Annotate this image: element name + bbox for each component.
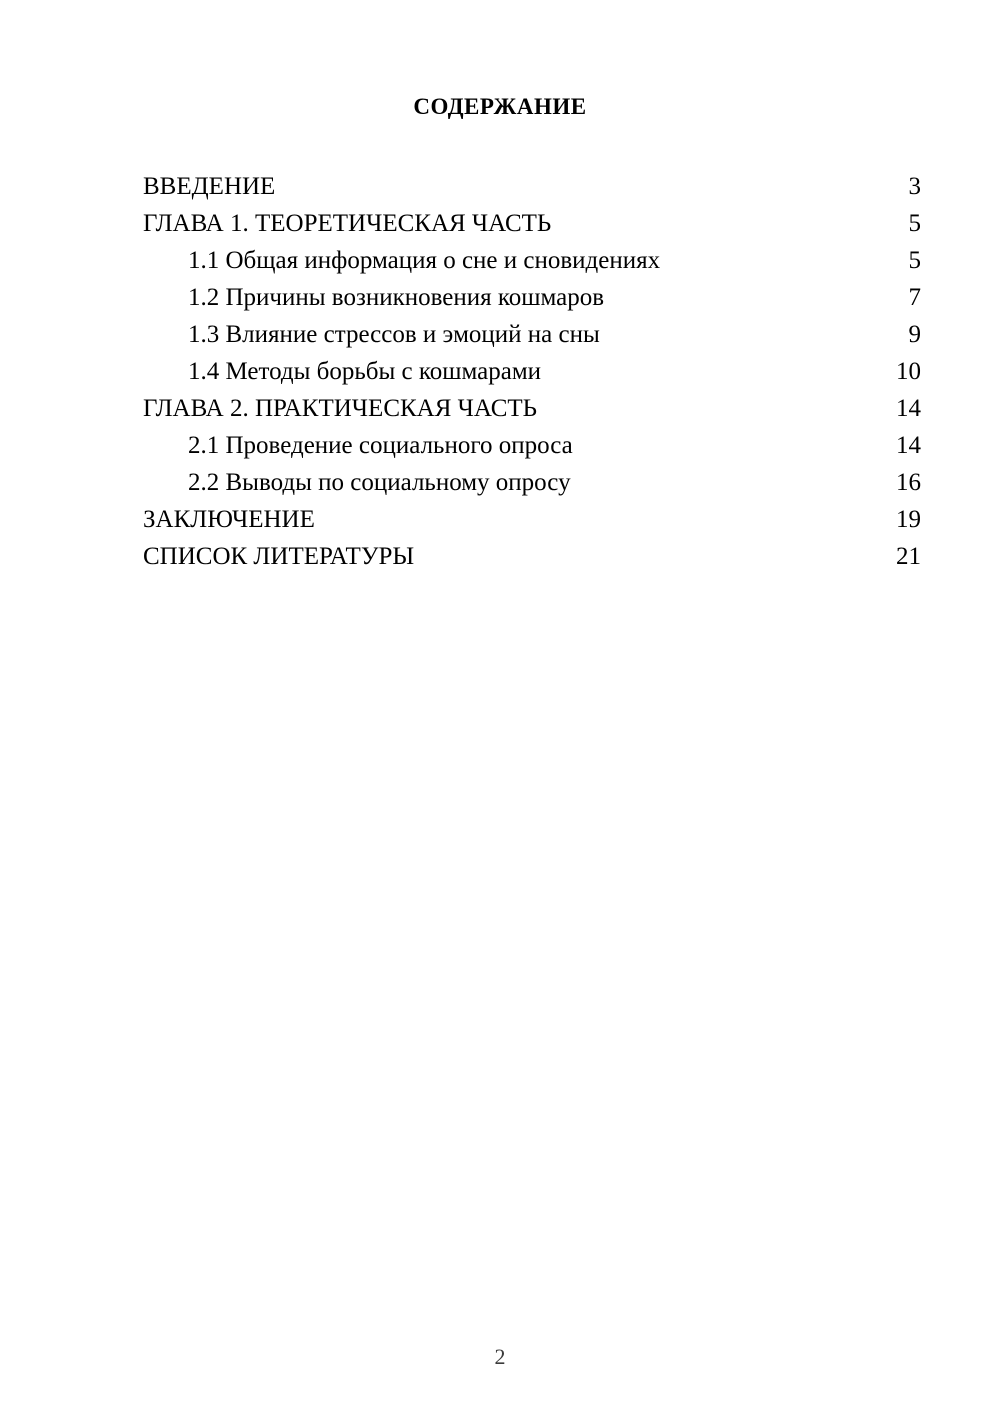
toc-entry[interactable]	[143, 168, 921, 205]
toc-entry-page-number: 14	[896, 432, 921, 459]
toc-entry-page-number: 5	[908, 247, 921, 274]
toc-entry-label: ГЛАВА 2. ПРАКТИЧЕСКАЯ ЧАСТЬ	[143, 395, 538, 422]
toc-entry-label: 1.1 Общая информация о сне и сновидениях	[188, 247, 661, 274]
toc-entry[interactable]	[143, 279, 921, 316]
toc-entry[interactable]	[143, 205, 921, 242]
page-title: СОДЕРЖАНИЕ	[413, 94, 587, 119]
toc-entry-label: 1.4 Методы борьбы с кошмарами	[188, 358, 542, 385]
toc-entry-label: 1.2 Причины возникновения кошмаров	[188, 284, 605, 311]
toc-entry-page-number: 14	[896, 395, 921, 422]
toc-entry-label: ЗАКЛЮЧЕНИЕ	[143, 506, 315, 533]
toc-entry-page-number: 19	[896, 506, 921, 533]
toc-entry[interactable]	[143, 501, 921, 538]
toc-entry-label: 2.2 Выводы по социальному опросу	[188, 469, 571, 496]
toc-entry[interactable]	[143, 538, 921, 575]
table-of-contents	[143, 168, 921, 575]
toc-entry[interactable]	[143, 353, 921, 390]
toc-entry[interactable]	[143, 390, 921, 427]
toc-entry[interactable]	[143, 242, 921, 279]
toc-entry-page-number: 7	[908, 284, 921, 311]
toc-entry-label: 1.3 Влияние стрессов и эмоций на сны	[188, 321, 600, 348]
toc-entry-label: ГЛАВА 1. ТЕОРЕТИЧЕСКАЯ ЧАСТЬ	[143, 210, 552, 237]
toc-entry[interactable]	[143, 316, 921, 353]
footer-page-number: 2	[494, 1344, 506, 1369]
toc-entry-label: ВВЕДЕНИЕ	[143, 173, 276, 200]
toc-entry-label: 2.1 Проведение социального опроса	[188, 432, 573, 459]
toc-entry-page-number: 16	[896, 469, 921, 496]
toc-entry[interactable]	[143, 464, 921, 501]
toc-entry-page-number: 21	[896, 543, 921, 570]
toc-entry-page-number: 3	[908, 173, 921, 200]
toc-entry-page-number: 9	[908, 321, 921, 348]
toc-entry[interactable]	[143, 427, 921, 464]
toc-entry-page-number: 10	[896, 358, 921, 385]
toc-entry-page-number: 5	[908, 210, 921, 237]
toc-entry-label: СПИСОК ЛИТЕРАТУРЫ	[143, 543, 415, 570]
